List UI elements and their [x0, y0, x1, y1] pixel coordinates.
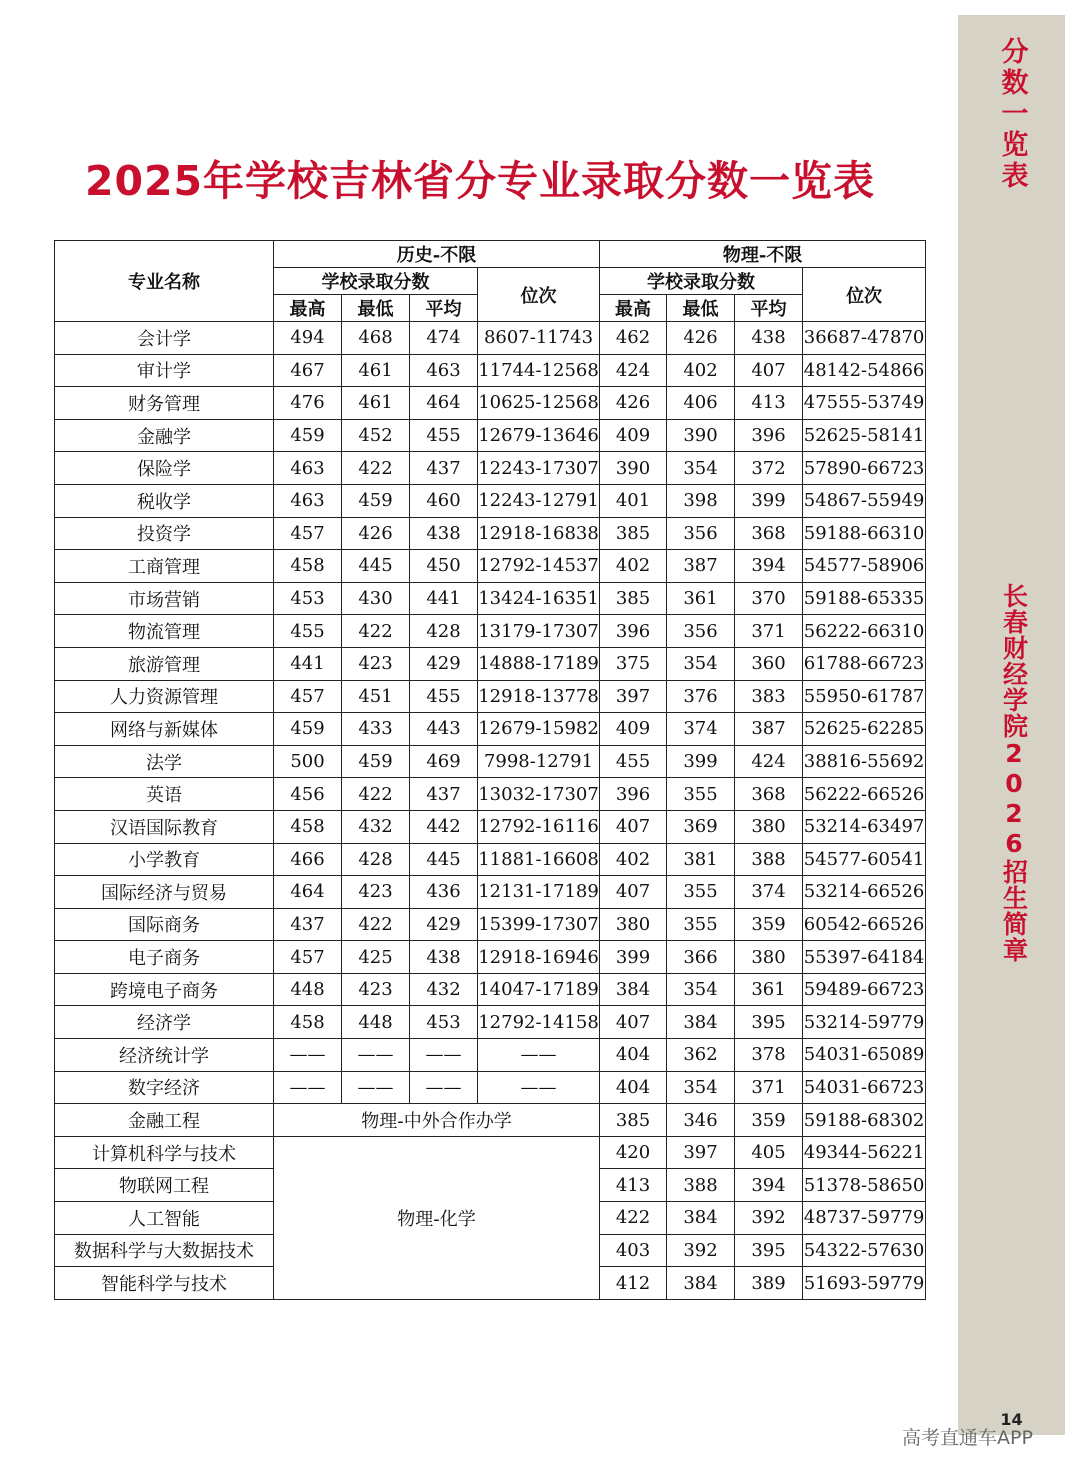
physics-rank-cell: 51693-59779 [803, 1267, 926, 1300]
table-row [55, 843, 926, 876]
physics-avg-cell: 383 [735, 680, 803, 713]
physics-max-cell: 422 [600, 1202, 667, 1235]
major-name-cell: 财务管理 [55, 387, 274, 420]
page-number: 14 [1000, 1410, 1023, 1429]
physics-rank-cell: 57890-66723 [803, 452, 926, 485]
major-name-cell: 工商管理 [55, 550, 274, 583]
major-name-cell: 跨境电子商务 [55, 973, 274, 1006]
history-avg-cell: 443 [410, 713, 478, 746]
history-max-cell: 463 [274, 484, 342, 517]
physics-avg-cell: 359 [735, 1104, 803, 1137]
physics-avg-cell: 387 [735, 713, 803, 746]
physics-max-cell: 385 [600, 517, 667, 550]
history-avg-cell: 432 [410, 973, 478, 1006]
physics-avg-cell: 360 [735, 647, 803, 680]
history-min-cell: 422 [342, 452, 410, 485]
major-name-cell: 汉语国际教育 [55, 810, 274, 843]
history-min-cell: 448 [342, 1006, 410, 1039]
physics-rank-cell: 59188-66310 [803, 517, 926, 550]
history-min-cell: 422 [342, 908, 410, 941]
history-min-cell: 430 [342, 582, 410, 615]
physics-min-cell: 398 [667, 484, 735, 517]
table-row [55, 908, 926, 941]
physics-rank-cell: 53214-66526 [803, 876, 926, 909]
physics-max-cell: 462 [600, 322, 667, 355]
physics-rank-cell: 55950-61787 [803, 680, 926, 713]
physics-max-cell: 402 [600, 550, 667, 583]
history-avg-cell: 429 [410, 908, 478, 941]
physics-min-cell: 381 [667, 843, 735, 876]
physics-avg-cell: 371 [735, 615, 803, 648]
history-max-cell: 437 [274, 908, 342, 941]
physics-max-cell: 390 [600, 452, 667, 485]
header-group-history: 历史-不限 [274, 241, 600, 268]
physics-rank-cell: 54867-55949 [803, 484, 926, 517]
major-name-cell: 智能科学与技术 [55, 1267, 274, 1300]
history-rank-cell: 12792-14158 [478, 1006, 600, 1039]
physics-min-cell: 402 [667, 354, 735, 387]
physics-rank-cell: 52625-62285 [803, 713, 926, 746]
physics-rank-cell: 53214-59779 [803, 1006, 926, 1039]
table-row [55, 1039, 926, 1072]
history-rank-cell: 12918-16946 [478, 941, 600, 974]
history-max-cell: 494 [274, 322, 342, 355]
table-row [55, 647, 926, 680]
physics-min-cell: 346 [667, 1104, 735, 1137]
history-rank-cell: 13179-17307 [478, 615, 600, 648]
history-avg-cell: 460 [410, 484, 478, 517]
major-name-cell: 审计学 [55, 354, 274, 387]
history-rank-cell: 13032-17307 [478, 778, 600, 811]
physics-avg-cell: 359 [735, 908, 803, 941]
history-rank-cell: 11744-12568 [478, 354, 600, 387]
table-row [55, 1104, 926, 1137]
major-name-cell: 物联网工程 [55, 1169, 274, 1202]
history-avg-cell: 442 [410, 810, 478, 843]
history-min-cell: 423 [342, 876, 410, 909]
table-row [55, 941, 926, 974]
physics-avg-cell: 424 [735, 745, 803, 778]
physics-avg-cell: 378 [735, 1039, 803, 1072]
merged-group-cell: 物理-中外合作办学 [274, 1104, 600, 1137]
major-name-cell: 数据科学与大数据技术 [55, 1234, 274, 1267]
header-avg-physics: 平均 [735, 295, 803, 322]
major-name-cell: 小学教育 [55, 843, 274, 876]
physics-avg-cell: 374 [735, 876, 803, 909]
history-avg-cell: 441 [410, 582, 478, 615]
history-min-cell: 422 [342, 778, 410, 811]
history-min-cell: 428 [342, 843, 410, 876]
history-rank-cell: —— [478, 1071, 600, 1104]
table-row [55, 778, 926, 811]
physics-max-cell: 375 [600, 647, 667, 680]
score-table [54, 240, 926, 1300]
physics-avg-cell: 392 [735, 1202, 803, 1235]
history-rank-cell: 12918-13778 [478, 680, 600, 713]
physics-min-cell: 354 [667, 973, 735, 1006]
major-name-cell: 旅游管理 [55, 647, 274, 680]
physics-max-cell: 380 [600, 908, 667, 941]
header-avg-history: 平均 [410, 295, 478, 322]
header-rank-history: 位次 [478, 268, 600, 322]
history-min-cell: 425 [342, 941, 410, 974]
history-max-cell: 500 [274, 745, 342, 778]
physics-avg-cell: 394 [735, 1169, 803, 1202]
history-rank-cell: 14888-17189 [478, 647, 600, 680]
physics-rank-cell: 56222-66526 [803, 778, 926, 811]
history-max-cell: 459 [274, 419, 342, 452]
physics-avg-cell: 394 [735, 550, 803, 583]
physics-max-cell: 384 [600, 973, 667, 1006]
table-row [55, 1136, 926, 1169]
physics-avg-cell: 380 [735, 810, 803, 843]
physics-avg-cell: 361 [735, 973, 803, 1006]
physics-rank-cell: 55397-64184 [803, 941, 926, 974]
history-min-cell: —— [342, 1039, 410, 1072]
physics-min-cell: 399 [667, 745, 735, 778]
physics-max-cell: 455 [600, 745, 667, 778]
major-name-cell: 经济统计学 [55, 1039, 274, 1072]
table-row [55, 387, 926, 420]
history-max-cell: 457 [274, 680, 342, 713]
table-row [55, 354, 926, 387]
physics-rank-cell: 59188-68302 [803, 1104, 926, 1137]
sidebar-section-label: 分数一览表 [996, 37, 1028, 192]
history-avg-cell: 455 [410, 419, 478, 452]
physics-max-cell: 402 [600, 843, 667, 876]
table-row [55, 615, 926, 648]
physics-avg-cell: 413 [735, 387, 803, 420]
history-max-cell: 466 [274, 843, 342, 876]
physics-avg-cell: 370 [735, 582, 803, 615]
history-max-cell: —— [274, 1039, 342, 1072]
physics-max-cell: 409 [600, 713, 667, 746]
physics-rank-cell: 48737-59779 [803, 1202, 926, 1235]
history-avg-cell: 438 [410, 517, 478, 550]
physics-max-cell: 385 [600, 582, 667, 615]
history-avg-cell: 453 [410, 1006, 478, 1039]
history-avg-cell: 429 [410, 647, 478, 680]
physics-rank-cell: 56222-66310 [803, 615, 926, 648]
physics-min-cell: 426 [667, 322, 735, 355]
physics-max-cell: 401 [600, 484, 667, 517]
table-row [55, 484, 926, 517]
physics-rank-cell: 54577-58906 [803, 550, 926, 583]
history-min-cell: 461 [342, 387, 410, 420]
history-max-cell: 467 [274, 354, 342, 387]
physics-rank-cell: 54031-65089 [803, 1039, 926, 1072]
physics-avg-cell: 388 [735, 843, 803, 876]
history-avg-cell: 469 [410, 745, 478, 778]
physics-rank-cell: 59489-66723 [803, 973, 926, 1006]
history-max-cell: 463 [274, 452, 342, 485]
history-avg-cell: 436 [410, 876, 478, 909]
history-min-cell: 468 [342, 322, 410, 355]
history-avg-cell: —— [410, 1071, 478, 1104]
history-rank-cell: 12792-16116 [478, 810, 600, 843]
physics-min-cell: 362 [667, 1039, 735, 1072]
physics-max-cell: 407 [600, 1006, 667, 1039]
history-max-cell: 441 [274, 647, 342, 680]
history-rank-cell: 7998-12791 [478, 745, 600, 778]
physics-max-cell: 404 [600, 1039, 667, 1072]
header-school-score-history: 学校录取分数 [274, 268, 478, 295]
table-row [55, 322, 926, 355]
history-rank-cell: 15399-17307 [478, 908, 600, 941]
history-avg-cell: 464 [410, 387, 478, 420]
major-name-cell: 国际商务 [55, 908, 274, 941]
physics-avg-cell: 438 [735, 322, 803, 355]
table-row [55, 810, 926, 843]
table-row [55, 419, 926, 452]
physics-min-cell: 384 [667, 1006, 735, 1039]
physics-min-cell: 376 [667, 680, 735, 713]
history-min-cell: —— [342, 1071, 410, 1104]
physics-min-cell: 354 [667, 647, 735, 680]
major-name-cell: 金融工程 [55, 1104, 274, 1137]
physics-max-cell: 403 [600, 1234, 667, 1267]
physics-rank-cell: 49344-56221 [803, 1136, 926, 1169]
major-name-cell: 人力资源管理 [55, 680, 274, 713]
table-row [55, 582, 926, 615]
physics-min-cell: 390 [667, 419, 735, 452]
major-name-cell: 经济学 [55, 1006, 274, 1039]
physics-avg-cell: 368 [735, 778, 803, 811]
history-max-cell: 476 [274, 387, 342, 420]
physics-min-cell: 406 [667, 387, 735, 420]
history-max-cell: 457 [274, 517, 342, 550]
history-avg-cell: 437 [410, 452, 478, 485]
page-title: 2025年学校吉林省分专业录取分数一览表 [84, 157, 876, 205]
history-max-cell: 457 [274, 941, 342, 974]
table-row [55, 550, 926, 583]
physics-avg-cell: 396 [735, 419, 803, 452]
physics-rank-cell: 60542-66526 [803, 908, 926, 941]
table-body [55, 322, 926, 1300]
history-max-cell: 459 [274, 713, 342, 746]
major-name-cell: 网络与新媒体 [55, 713, 274, 746]
physics-max-cell: 399 [600, 941, 667, 974]
history-rank-cell: 14047-17189 [478, 973, 600, 1006]
major-name-cell: 金融学 [55, 419, 274, 452]
history-min-cell: 432 [342, 810, 410, 843]
physics-max-cell: 407 [600, 810, 667, 843]
physics-min-cell: 384 [667, 1202, 735, 1235]
physics-min-cell: 355 [667, 908, 735, 941]
physics-max-cell: 407 [600, 876, 667, 909]
history-rank-cell: 12679-13646 [478, 419, 600, 452]
physics-min-cell: 361 [667, 582, 735, 615]
header-max-physics: 最高 [600, 295, 667, 322]
history-min-cell: 459 [342, 745, 410, 778]
history-avg-cell: 474 [410, 322, 478, 355]
history-rank-cell: 11881-16608 [478, 843, 600, 876]
physics-max-cell: 413 [600, 1169, 667, 1202]
history-max-cell: 448 [274, 973, 342, 1006]
physics-max-cell: 409 [600, 419, 667, 452]
major-name-cell: 投资学 [55, 517, 274, 550]
major-name-cell: 市场营销 [55, 582, 274, 615]
physics-avg-cell: 395 [735, 1234, 803, 1267]
physics-max-cell: 385 [600, 1104, 667, 1137]
physics-max-cell: 396 [600, 778, 667, 811]
major-name-cell: 税收学 [55, 484, 274, 517]
physics-min-cell: 369 [667, 810, 735, 843]
history-min-cell: 426 [342, 517, 410, 550]
physics-avg-cell: 399 [735, 484, 803, 517]
history-min-cell: 423 [342, 647, 410, 680]
physics-max-cell: 420 [600, 1136, 667, 1169]
major-name-cell: 计算机科学与技术 [55, 1136, 274, 1169]
history-max-cell: —— [274, 1071, 342, 1104]
watermark: 高考直通车APP [902, 1427, 1033, 1449]
history-avg-cell: 455 [410, 680, 478, 713]
physics-avg-cell: 405 [735, 1136, 803, 1169]
history-max-cell: 455 [274, 615, 342, 648]
history-rank-cell: 8607-11743 [478, 322, 600, 355]
history-rank-cell: 13424-16351 [478, 582, 600, 615]
physics-min-cell: 392 [667, 1234, 735, 1267]
physics-rank-cell: 51378-58650 [803, 1169, 926, 1202]
major-name-cell: 会计学 [55, 322, 274, 355]
physics-max-cell: 426 [600, 387, 667, 420]
table-row [55, 876, 926, 909]
physics-min-cell: 354 [667, 452, 735, 485]
physics-min-cell: 366 [667, 941, 735, 974]
physics-max-cell: 396 [600, 615, 667, 648]
major-name-cell: 电子商务 [55, 941, 274, 974]
physics-avg-cell: 372 [735, 452, 803, 485]
history-rank-cell: 12243-17307 [478, 452, 600, 485]
history-max-cell: 458 [274, 1006, 342, 1039]
history-max-cell: 453 [274, 582, 342, 615]
history-avg-cell: 445 [410, 843, 478, 876]
physics-min-cell: 356 [667, 517, 735, 550]
history-rank-cell: 12918-16838 [478, 517, 600, 550]
history-min-cell: 459 [342, 484, 410, 517]
history-avg-cell: 450 [410, 550, 478, 583]
major-name-cell: 物流管理 [55, 615, 274, 648]
header-group-physics: 物理-不限 [600, 241, 926, 268]
history-avg-cell: 428 [410, 615, 478, 648]
physics-rank-cell: 36687-47870 [803, 322, 926, 355]
physics-min-cell: 384 [667, 1267, 735, 1300]
sidebar-band [958, 15, 1065, 1435]
physics-min-cell: 388 [667, 1169, 735, 1202]
table-row [55, 452, 926, 485]
physics-rank-cell: 47555-53749 [803, 387, 926, 420]
history-min-cell: 445 [342, 550, 410, 583]
history-rank-cell: 12243-12791 [478, 484, 600, 517]
physics-rank-cell: 54031-66723 [803, 1071, 926, 1104]
physics-min-cell: 354 [667, 1071, 735, 1104]
major-name-cell: 数字经济 [55, 1071, 274, 1104]
physics-rank-cell: 54322-57630 [803, 1234, 926, 1267]
physics-rank-cell: 48142-54866 [803, 354, 926, 387]
header-min-physics: 最低 [667, 295, 735, 322]
history-rank-cell: 12679-15982 [478, 713, 600, 746]
physics-avg-cell: 380 [735, 941, 803, 974]
physics-avg-cell: 395 [735, 1006, 803, 1039]
history-max-cell: 464 [274, 876, 342, 909]
history-rank-cell: 10625-12568 [478, 387, 600, 420]
physics-rank-cell: 61788-66723 [803, 647, 926, 680]
physics-avg-cell: 371 [735, 1071, 803, 1104]
table-row [55, 1071, 926, 1104]
header-max-history: 最高 [274, 295, 342, 322]
physics-rank-cell: 53214-63497 [803, 810, 926, 843]
physics-avg-cell: 368 [735, 517, 803, 550]
history-min-cell: 451 [342, 680, 410, 713]
physics-rank-cell: 52625-58141 [803, 419, 926, 452]
major-name-cell: 法学 [55, 745, 274, 778]
history-min-cell: 461 [342, 354, 410, 387]
physics-avg-cell: 407 [735, 354, 803, 387]
physics-max-cell: 412 [600, 1267, 667, 1300]
history-rank-cell: 12792-14537 [478, 550, 600, 583]
physics-min-cell: 397 [667, 1136, 735, 1169]
physics-rank-cell: 59188-65335 [803, 582, 926, 615]
history-avg-cell: 463 [410, 354, 478, 387]
history-max-cell: 458 [274, 810, 342, 843]
header-school-score-physics: 学校录取分数 [600, 268, 803, 295]
history-avg-cell: 438 [410, 941, 478, 974]
physics-min-cell: 374 [667, 713, 735, 746]
major-name-cell: 英语 [55, 778, 274, 811]
physics-min-cell: 387 [667, 550, 735, 583]
major-name-cell: 人工智能 [55, 1202, 274, 1235]
physics-max-cell: 424 [600, 354, 667, 387]
history-avg-cell: —— [410, 1039, 478, 1072]
merged-group-cell: 物理-化学 [274, 1136, 600, 1299]
history-min-cell: 423 [342, 973, 410, 1006]
physics-min-cell: 355 [667, 876, 735, 909]
table-row [55, 680, 926, 713]
header-major: 专业名称 [55, 241, 274, 322]
physics-rank-cell: 54577-60541 [803, 843, 926, 876]
history-max-cell: 458 [274, 550, 342, 583]
major-name-cell: 国际经济与贸易 [55, 876, 274, 909]
physics-max-cell: 404 [600, 1071, 667, 1104]
history-avg-cell: 437 [410, 778, 478, 811]
table-row [55, 517, 926, 550]
history-min-cell: 422 [342, 615, 410, 648]
physics-avg-cell: 389 [735, 1267, 803, 1300]
physics-max-cell: 397 [600, 680, 667, 713]
table-row [55, 713, 926, 746]
sidebar-brochure-label: 长春财经学院2026招生简章 [999, 583, 1029, 963]
table-row [55, 973, 926, 1006]
history-rank-cell: 12131-17189 [478, 876, 600, 909]
physics-min-cell: 356 [667, 615, 735, 648]
table-row [55, 1006, 926, 1039]
history-min-cell: 433 [342, 713, 410, 746]
history-min-cell: 452 [342, 419, 410, 452]
header-rank-physics: 位次 [803, 268, 926, 322]
header-min-history: 最低 [342, 295, 410, 322]
table-row [55, 745, 926, 778]
history-rank-cell: —— [478, 1039, 600, 1072]
major-name-cell: 保险学 [55, 452, 274, 485]
history-max-cell: 456 [274, 778, 342, 811]
physics-min-cell: 355 [667, 778, 735, 811]
physics-rank-cell: 38816-55692 [803, 745, 926, 778]
